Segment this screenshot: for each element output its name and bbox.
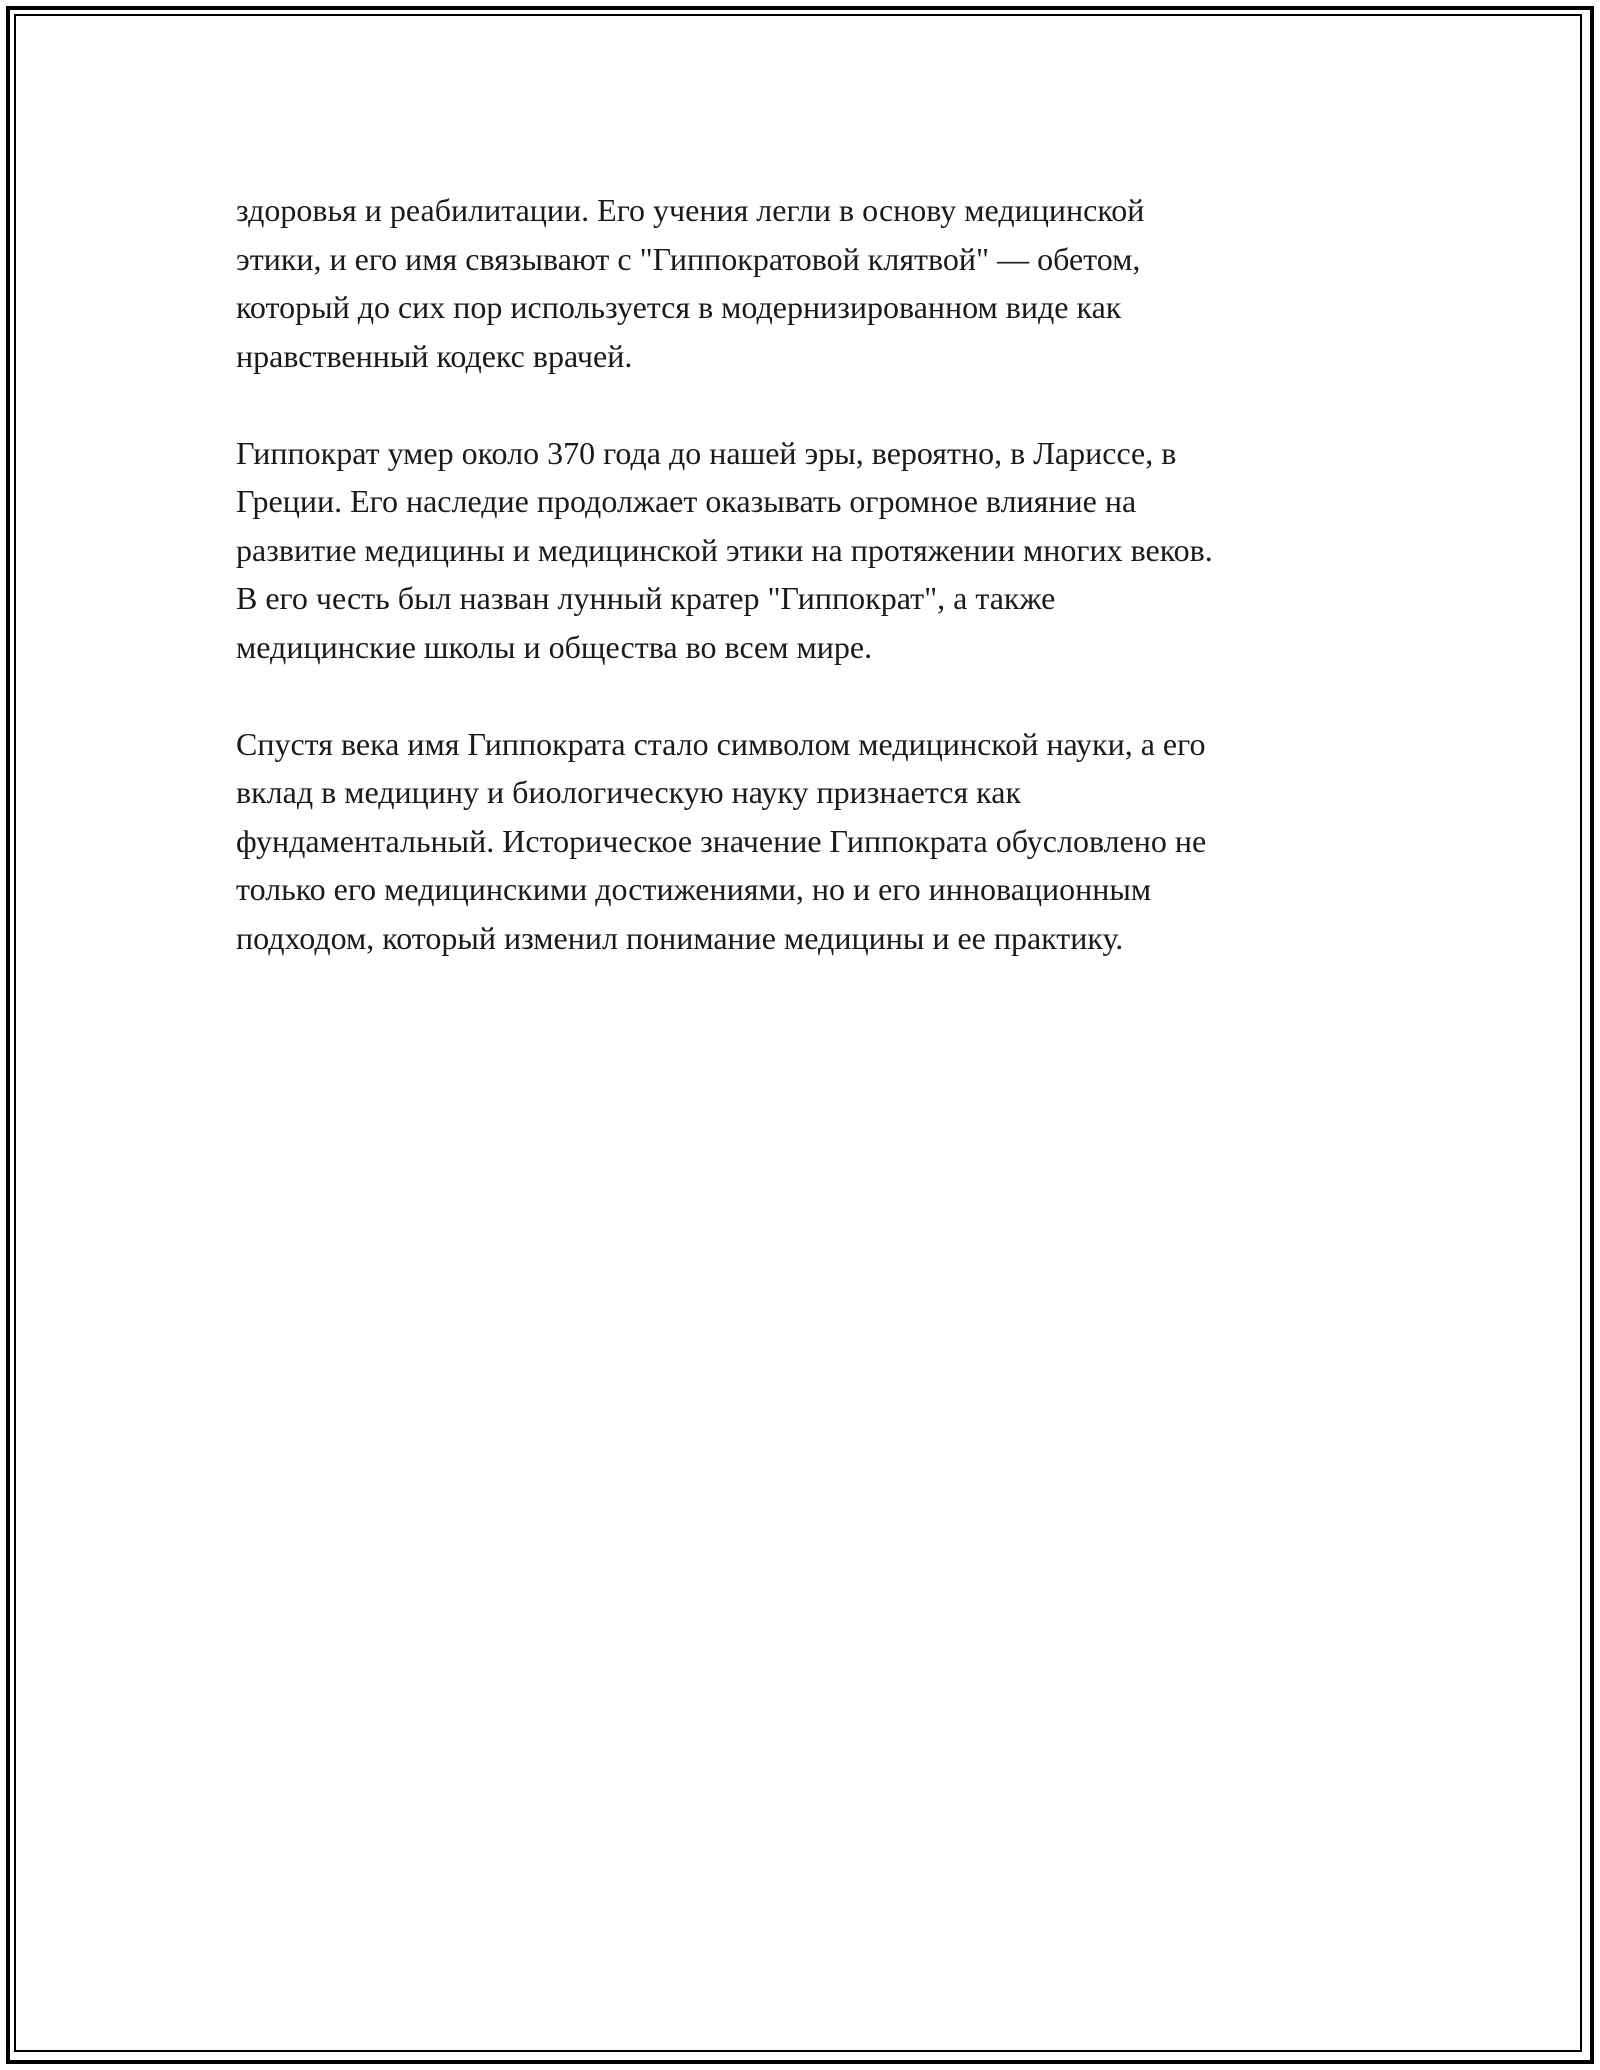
paragraph-1 xyxy=(236,186,1396,380)
text-line: вклад в медицину и биологическую науку признается как xyxy=(236,774,1021,810)
document-body xyxy=(236,186,1396,1011)
text-line: Спустя века имя Гиппократа стало символом медицинской науки, а его xyxy=(236,725,1206,762)
text-line: Греции. Его наследие продолжает оказывать огромное влияние на xyxy=(236,483,1137,519)
text-line: нравственный кодекс врачей. xyxy=(236,337,633,374)
text-line: медицинские школы и общества во всем мире. xyxy=(236,628,873,665)
text-line: здоровья и реабилитации. Его учения легли в основу медицинской xyxy=(236,192,1145,228)
text-line: Гиппократ умер около 370 года до нашей эры, вероятно, в Лариссе, в xyxy=(236,434,1177,471)
text-line: фундаментальный. Историческое значение Гиппократа обусловлено не xyxy=(236,822,1207,859)
text-line: только его медицинскими достижениями, но и его инновационным xyxy=(236,871,1152,907)
paragraph-3 xyxy=(236,720,1396,963)
text-line: который до сих пор используется в модернизированном виде как xyxy=(236,289,1122,325)
text-line: В его честь был назван лунный кратер "Гиппократ", а также xyxy=(236,580,1056,616)
text-line: развитие медицины и медицинской этики на протяжении многих веков. xyxy=(236,531,1213,568)
paragraph-2 xyxy=(236,429,1396,672)
text-line: этики, и его имя связывают с "Гиппократовой клятвой" — обетом, xyxy=(236,240,1141,277)
text-line: подходом, который изменил понимание медицины и ее практику. xyxy=(236,919,1124,956)
